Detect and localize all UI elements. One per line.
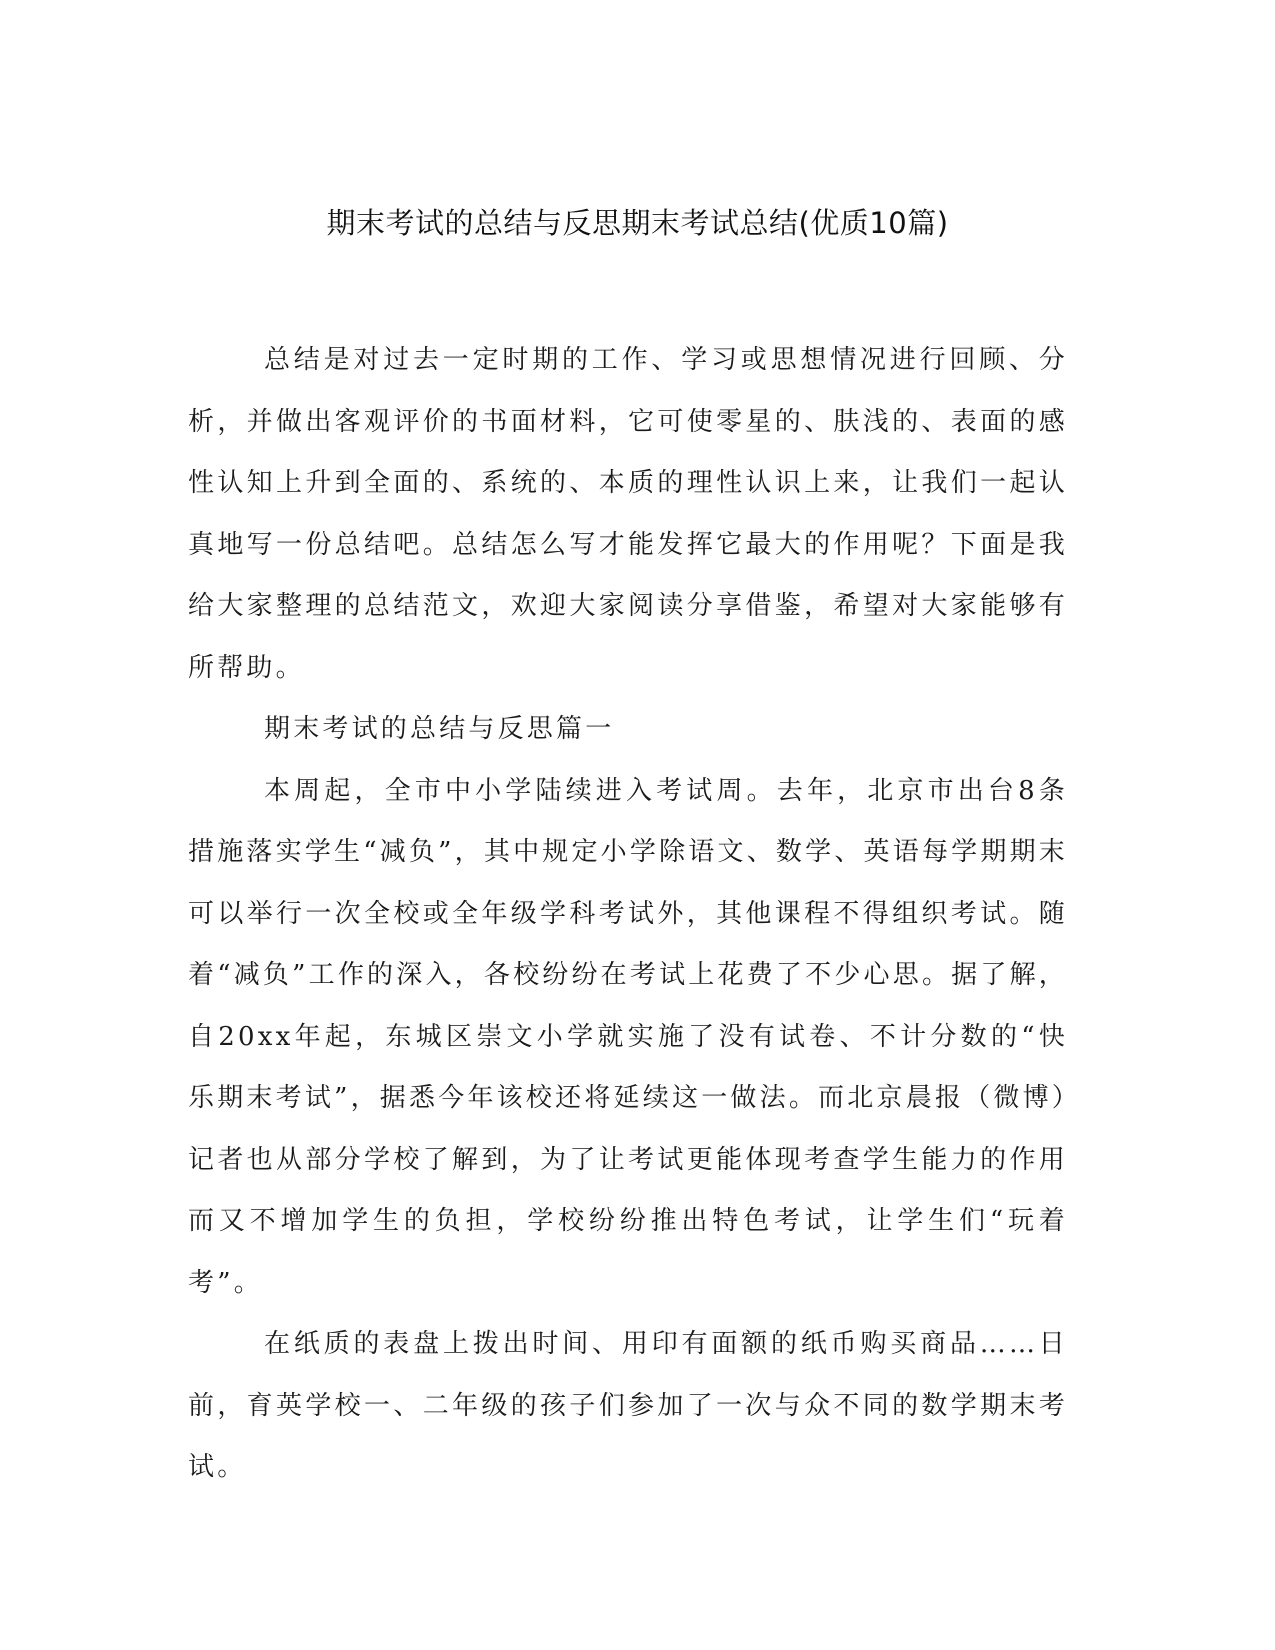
intro-paragraph: 总结是对过去一定时期的工作、学习或思想情况进行回顾、分析，并做出客观评价的书面材料，它可使零星的、肤浅的、表面的感性认知上升到全面的、系统的、本质的理性认识上来，让我们一起认真地写一份总结吧。总结怎么写才能发挥它最大的作用呢？下面是我给大家整理的总结范文，欢迎大家阅读分享借鉴，希望对大家能够有所帮助。	[188, 345, 1068, 683]
section-heading: 期末考试的总结与反思篇一	[264, 714, 615, 744]
body-paragraph: 本周起，全市中小学陆续进入考试周。去年，北京市出台8条措施落实学生“减负”，其中规定小学除语文、数学、英语每学期期末可以举行一次全校或全年级学科考试外，其他课程不得组织考试。随着“减负”工作的深入，各校纷纷在考试上花费了不少心思。据了解，自20xx年起，东城区崇文小学就实施了没有试卷、不计分数的“快乐期末考试”，据悉今年该校还将延续这一做法。而北京晨报（微博）记者也从部分学校了解到，为了让考试更能体现考查学生能力的作用而又不增加学生的负担，学校纷纷推出特色考试，让学生们“玩着考”。	[188, 775, 1068, 1298]
body-paragraph: 在纸质的表盘上拨出时间、用印有面额的纸币购买商品……日前，育英学校一、二年级的孩子们参加了一次与众不同的数学期末考试。	[188, 1329, 1068, 1482]
document-title: 期末考试的总结与反思期末考试总结(优质10篇)	[326, 206, 949, 240]
document-body	[188, 330, 1068, 1499]
